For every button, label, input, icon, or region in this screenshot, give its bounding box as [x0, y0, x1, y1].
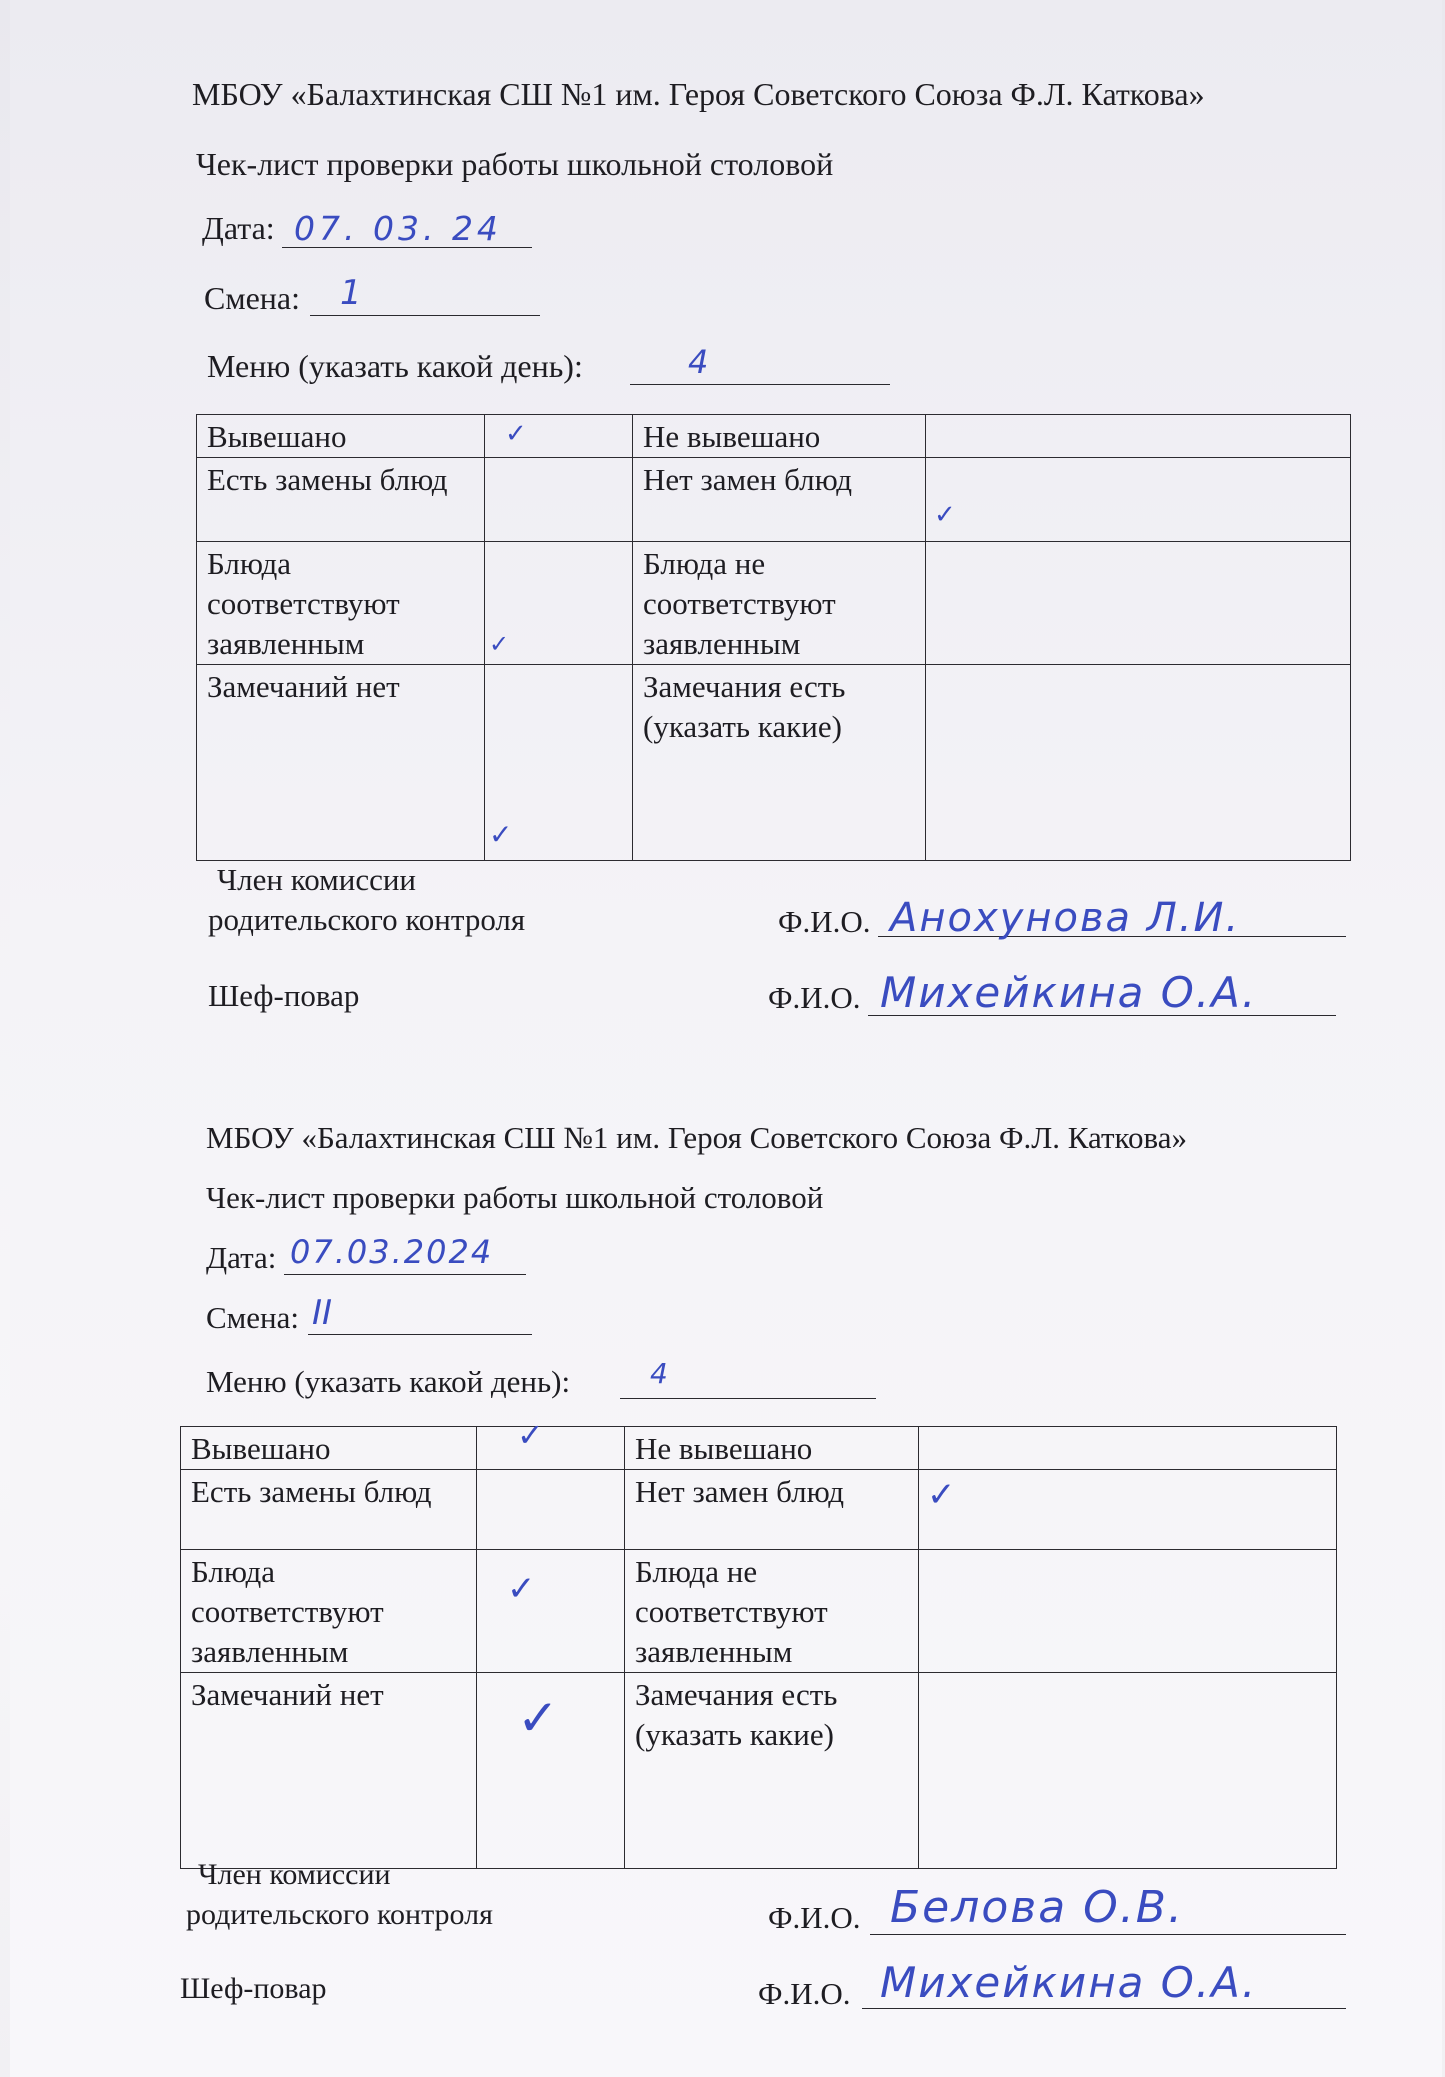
check-cell[interactable] [919, 1673, 1337, 1869]
check-mark: ✓ [517, 1689, 559, 1747]
menu-line [630, 384, 890, 385]
member-label-line2: родительского контроля [186, 1898, 493, 1931]
shift-value: 1 [340, 273, 362, 313]
check-cell[interactable] [485, 665, 633, 861]
menu-label: Меню (указать какой день): [207, 348, 583, 384]
check-mark: ✓ [927, 1475, 956, 1515]
check-cell[interactable] [926, 665, 1351, 861]
check-cell[interactable] [919, 1427, 1337, 1470]
shift-value: II [312, 1293, 333, 1333]
check-cell[interactable] [485, 458, 633, 542]
check-mark: ✓ [505, 419, 527, 449]
check-cell[interactable] [919, 1550, 1337, 1673]
menu-line [620, 1398, 876, 1399]
cell-dishes-mismatch: Блюда не соответствуют заявленным [633, 542, 926, 665]
date-line [284, 1274, 526, 1275]
chef-signature: Михейкина О.А. [880, 1958, 1258, 2007]
menu-label: Меню (указать какой день): [206, 1364, 571, 1399]
cell-no-remarks: Замечаний нет [181, 1673, 477, 1869]
check-cell[interactable] [485, 542, 633, 665]
cell-dishes-match: Блюда соответствуют заявленным [181, 1550, 477, 1673]
cell-has-replacements: Есть замены блюд [197, 458, 485, 542]
form-title: Чек-лист проверки работы школьной столовой [196, 146, 834, 182]
chef-label: Шеф-повар [208, 978, 360, 1013]
menu-value: 4 [688, 343, 709, 381]
cell-posted: Вывешано [181, 1427, 477, 1470]
check-cell[interactable] [477, 1550, 625, 1673]
date-label: Дата: [202, 210, 275, 246]
check-mark: ✓ [489, 818, 513, 851]
checklist-table [180, 1416, 1337, 1869]
check-cell[interactable] [926, 458, 1351, 542]
check-mark: ✓ [507, 1569, 536, 1609]
member-label-line1: Член комиссии [217, 862, 417, 897]
checklist-table [196, 414, 1351, 861]
check-mark: ✓ [489, 630, 510, 658]
cell-dishes-match: Блюда соответствуют заявленным [197, 542, 485, 665]
cell-no-replacements: Нет замен блюд [625, 1470, 919, 1550]
shift-line [310, 315, 540, 316]
check-cell[interactable] [477, 1673, 625, 1869]
cell-not-posted: Не вывешано [625, 1427, 919, 1470]
school-name: МБОУ «Балахтинская СШ №1 им. Героя Советского Союза Ф.Л. Каткова» [192, 76, 1205, 112]
check-cell[interactable] [477, 1470, 625, 1550]
cell-remarks-exist: Замечания есть (указать какие) [633, 665, 926, 861]
cell-no-replacements: Нет замен блюд [633, 458, 926, 542]
check-cell[interactable] [919, 1470, 1337, 1550]
date-label: Дата: [206, 1240, 277, 1275]
cell-dishes-mismatch: Блюда не соответствуют заявленным [625, 1550, 919, 1673]
school-name: МБОУ «Балахтинская СШ №1 им. Героя Советского Союза Ф.Л. Каткова» [206, 1120, 1187, 1155]
date-value: 07.03.2024 [290, 1233, 494, 1271]
fio-label: Ф.И.О. [758, 1976, 851, 2011]
member-label-line2: родительского контроля [208, 902, 526, 937]
shift-line [308, 1334, 532, 1335]
cell-not-posted: Не вывешано [633, 415, 926, 458]
chef-label: Шеф-повар [180, 1972, 327, 2005]
fio-label: Ф.И.О. [768, 1900, 861, 1935]
cell-no-remarks: Замечаний нет [197, 665, 485, 861]
signature-line [870, 1934, 1346, 1935]
member-label-line1: Член комиссии [198, 1858, 391, 1891]
shift-label: Смена: [206, 1300, 300, 1335]
fio-label: Ф.И.О. [768, 980, 861, 1015]
check-mark: ✓ [517, 1416, 544, 1454]
member-signature: Белова О.В. [890, 1882, 1184, 1933]
cell-posted: Вывешано [197, 415, 485, 458]
check-cell[interactable] [926, 415, 1351, 458]
shift-label: Смена: [204, 280, 301, 316]
check-cell[interactable] [477, 1416, 625, 1470]
signature-line [862, 2008, 1346, 2009]
form-title: Чек-лист проверки работы школьной столовой [206, 1180, 824, 1215]
check-cell[interactable] [485, 415, 633, 458]
chef-signature: Михейкина О.А. [880, 968, 1258, 1017]
cell-remarks-exist: Замечания есть (указать какие) [625, 1673, 919, 1869]
date-value: 07. 03. 24 [294, 209, 502, 248]
fio-label: Ф.И.О. [778, 904, 871, 939]
check-mark: ✓ [934, 500, 956, 530]
menu-value: 4 [650, 1357, 668, 1390]
member-signature: Анохунова Л.И. [890, 895, 1241, 941]
check-cell[interactable] [926, 542, 1351, 665]
cell-has-replacements: Есть замены блюд [181, 1470, 477, 1550]
